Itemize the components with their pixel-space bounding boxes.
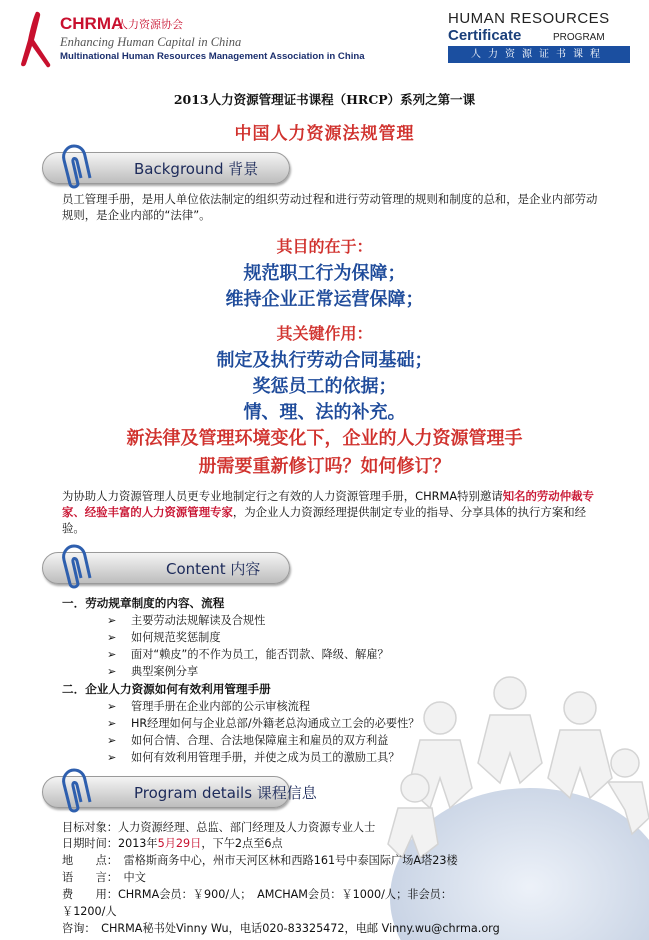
list-item-text: 如何合情、合理、合法地保障雇主和雇员的双方利益: [131, 734, 389, 747]
intro-highlight: 知名的劳动仲裁专家、经验丰富的人力资源管理专家: [62, 489, 594, 519]
paperclip-icon: [60, 768, 92, 814]
section-title: Program details 课程信息: [134, 784, 317, 802]
paperclip-icon: [60, 544, 92, 590]
org-name: CHRMA: [60, 14, 124, 33]
list-item: [107, 698, 310, 714]
bullet-arrow-icon: ➢: [107, 665, 117, 678]
bullet-arrow-icon: ➢: [107, 614, 117, 627]
program-cn-banner: 人力资源证书课程: [448, 46, 630, 63]
bullet-arrow-icon: ➢: [107, 631, 117, 644]
detail-label: 日期时间：: [62, 837, 118, 850]
section-header-program-details: [42, 770, 317, 804]
list-item-text: 管理手册在企业内部的公示审核流程: [131, 700, 311, 713]
key-role-line: 奖惩员工的依据；: [252, 376, 397, 397]
list-item: [107, 663, 198, 679]
list-item: [107, 732, 388, 748]
section-header-content: [42, 546, 290, 580]
certificate-word: Certificate: [448, 27, 522, 44]
list-item-text: 主要劳动法规解读及合规性: [131, 614, 266, 627]
bullet-arrow-icon: ➢: [107, 700, 117, 713]
detail-date-day: 5月29日: [157, 837, 202, 850]
question-line: 册需要重新修订吗？如何修订？: [198, 456, 451, 477]
main-title: 中国人力资源法规管理: [234, 124, 415, 144]
list-item: [107, 749, 400, 765]
list-item: [107, 612, 265, 628]
content-part-title: 二．企业人力资源如何有效利用管理手册: [62, 682, 271, 696]
course-title: 2013人力资源管理证书课程（HRCP）系列之第一课: [173, 92, 476, 107]
list-item-text: 面对“赖皮”的不作为员工，能否罚款、降级、解雇？: [131, 648, 389, 661]
key-role-line: 制定及执行劳动合同基础；: [216, 350, 433, 371]
section-title: Content 内容: [166, 560, 261, 578]
purpose-heading: 其目的在于：: [276, 237, 373, 256]
purpose-line: 规范职工行为保障；: [243, 263, 406, 284]
detail-date-year: 2013年: [117, 837, 158, 850]
detail-date-time: ，下午2点至6点: [201, 837, 283, 850]
content-part-title: 一．劳动规章制度的内容、流程: [62, 596, 225, 610]
detail-language: 语 言： 中文: [62, 871, 146, 884]
key-role-heading: 其关键作用：: [276, 324, 373, 343]
org-tagline: Enhancing Human Capital in China: [60, 35, 242, 49]
key-role-line: 情、理、法的补充。: [243, 402, 406, 423]
intro-paragraph: [62, 488, 607, 536]
list-item-text: 如何规范奖惩制度: [131, 631, 221, 644]
chrma-logo-icon: [20, 10, 54, 68]
intro-text: ，为企业人力资源经理提供制定专业的指导、分享具体的执行方案和经验。: [62, 505, 586, 535]
section-title: Background 背景: [134, 160, 259, 178]
section-header-background: [42, 146, 290, 180]
bullet-arrow-icon: ➢: [107, 648, 117, 661]
list-item: [107, 629, 221, 645]
background-text: 员工管理手册，是用人单位依法制定的组织劳动过程和进行劳动管理的规则和制度的总和，是企业内部劳动规则，是企业内部的“法律”。: [62, 192, 598, 222]
question-line: 新法律及管理环境变化下，企业的人力资源管理手: [126, 428, 523, 449]
detail-fee: 费 用：CHRMA会员：￥900/人； AMCHAM会员：￥1000/人；非会员：: [62, 888, 453, 901]
list-item: [107, 715, 419, 731]
list-item-text: HR经理如何与企业总部/外籍老总沟通成立工会的必要性？: [131, 717, 420, 730]
program-word: PROGRAM: [553, 32, 605, 43]
paperclip-icon: [60, 144, 92, 190]
org-full-name: Multinational Human Resources Management Association in China: [60, 51, 365, 62]
detail-audience: 目标对象：人力资源经理、总监、部门经理及人力资源专业人士: [62, 821, 376, 834]
detail-contact: 咨询： CHRMA秘书处Vinny Wu，电话020-83325472，电邮 Vinny.wu@chrma.org: [62, 922, 500, 935]
detail-fee-nonmember: ￥1200/人: [62, 905, 117, 918]
list-item-text: 典型案例分享: [131, 665, 199, 678]
org-name-cn: 人力资源协会: [117, 18, 183, 31]
detail-date: [62, 835, 283, 851]
hr-title: HUMAN RESOURCES: [448, 10, 610, 27]
bullet-arrow-icon: ➢: [107, 751, 117, 764]
intro-text: 为协助人力资源管理人员更专业地制定行之有效的人力资源管理手册，CHRMA特别邀请: [62, 489, 503, 503]
bullet-arrow-icon: ➢: [107, 717, 117, 730]
list-item-text: 如何有效利用管理手册，并使之成为员工的激励工具？: [131, 751, 400, 764]
purpose-line: 维持企业正常运营保障；: [225, 289, 424, 310]
list-item: [107, 646, 389, 662]
detail-location: 地 点： 雷格斯商务中心，州市天河区林和西路161号中泰国际广场A塔23楼: [62, 854, 458, 867]
bullet-arrow-icon: ➢: [107, 734, 117, 747]
